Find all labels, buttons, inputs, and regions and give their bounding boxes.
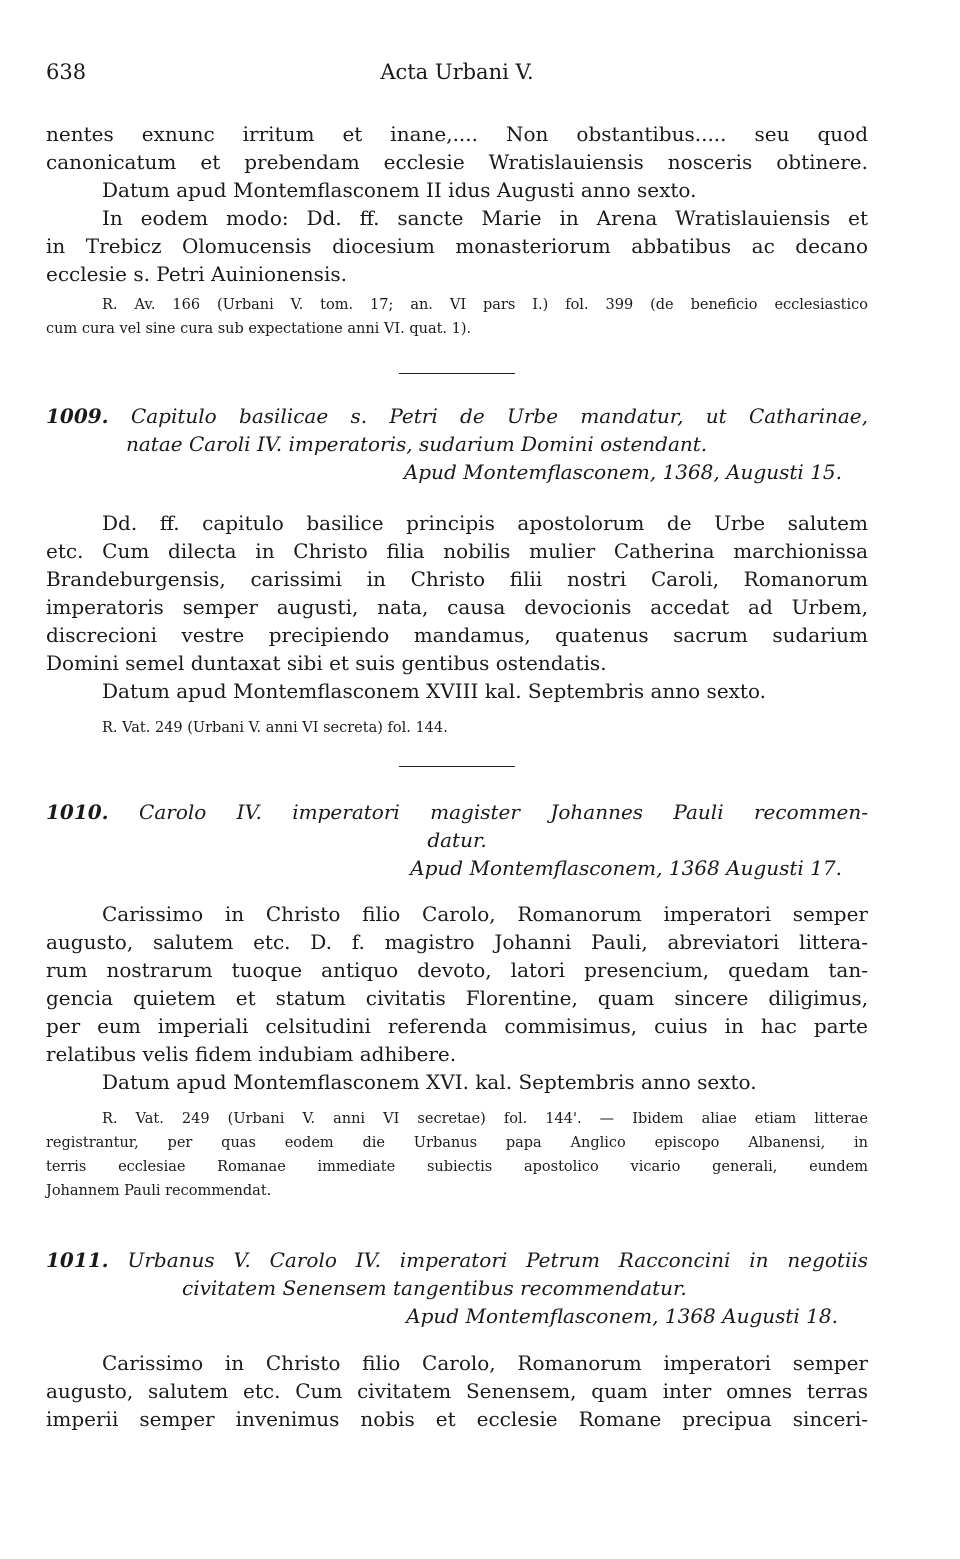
text-line: discrecioni vestre precipiendo mandamus, quatenus sacrum sudarium: [46, 623, 868, 647]
text-line: imperatoris semper augusti, nata, causa devocionis accedat ad Urbem,: [46, 595, 868, 619]
note-line: R. Vat. 249 (Urbani V. anni VI secreta) fol. 144.: [102, 720, 448, 736]
entry-title-line: [46, 402, 868, 430]
text-line: gencia quietem et statum civitatis Florentine, quam sincere diligimus,: [46, 986, 868, 1010]
text-line: nentes exnunc irritum et inane,.... Non obstantibus..... seu quod: [46, 122, 868, 146]
note-line: cum cura vel sine cura sub expectatione anni VI. quat. 1).: [46, 321, 472, 337]
entry-heading: [46, 798, 868, 882]
entry-title-line: [46, 1246, 868, 1274]
note-line: terris ecclesiae Romanae immediate subiectis apostolico vicario generali, eundem: [46, 1159, 868, 1175]
entry-place-date: Apud Montemflasconem, 1368 Augusti 17.: [410, 856, 842, 880]
section-divider: [399, 373, 515, 374]
note-line: registrantur, per quas eodem die Urbanus papa Anglico episcopo Albanensi, in: [46, 1135, 868, 1151]
text-line: In eodem modo: Dd. ff. sancte Marie in Arena Wratislauiensis et: [102, 206, 868, 230]
text-line: Datum apud Montemflasconem II idus Augusti anno sexto.: [102, 178, 697, 202]
archival-note: [46, 1107, 868, 1203]
archival-note: [46, 716, 868, 740]
text-line: imperii semper invenimus nobis et ecclesie Romane precipua sinceri-: [46, 1407, 868, 1431]
text-line: Datum apud Montemflasconem XVI. kal. Septembris anno sexto.: [102, 1070, 757, 1094]
entry-title-text: Carolo IV. imperatori magister Johannes Pauli recommen-: [139, 800, 869, 824]
entry-heading: [46, 402, 868, 486]
text-line: Carissimo in Christo filio Carolo, Romanorum imperatori semper: [102, 902, 868, 926]
section-divider: [399, 766, 515, 767]
note-line: Johannem Pauli recommendat.: [46, 1183, 272, 1199]
text-line: ecclesie s. Petri Auinionensis.: [46, 262, 347, 286]
note-line: R. Vat. 249 (Urbani V. anni VI secretae) fol. 144'. — Ibidem aliae etiam litterae: [102, 1111, 868, 1127]
text-line: Carissimo in Christo filio Carolo, Romanorum imperatori semper: [102, 1351, 868, 1375]
running-title: Acta Urbani V.: [380, 60, 534, 84]
entry-number: 1009.: [46, 404, 109, 428]
text-line: augusto, salutem etc. D. f. magistro Johanni Pauli, abreviatori littera-: [46, 930, 868, 954]
entry-number: 1011.: [46, 1248, 109, 1272]
text-line: augusto, salutem etc. Cum civitatem Senensem, quam inter omnes terras: [46, 1379, 868, 1403]
entry-number: 1010.: [46, 800, 109, 824]
text-line: rum nostrarum tuoque antiquo devoto, latori presencium, quedam tan-: [46, 958, 868, 982]
entry-title-line: [46, 798, 868, 826]
entry-body: [46, 1349, 868, 1433]
note-line: R. Av. 166 (Urbani V. tom. 17; an. VI pars I.) fol. 399 (de beneficio ecclesiastico: [102, 297, 868, 313]
entry-title-text: Capitulo basilicae s. Petri de Urbe mandatur, ut Catharinae,: [130, 404, 868, 428]
text-line: in Trebicz Olomucensis diocesium monasteriorum abbatibus ac decano: [46, 234, 868, 258]
archival-note: [46, 293, 868, 341]
entry-place-date: Apud Montemflasconem, 1368, Augusti 15.: [403, 460, 842, 484]
text-line: relatibus velis fidem indubiam adhibere.: [46, 1042, 457, 1066]
page-number: 638: [46, 60, 87, 84]
text-line: per eum imperiali celsitudini referenda commisimus, cuius in hac parte: [46, 1014, 868, 1038]
text-line: Brandeburgensis, carissimi in Christo filii nostri Caroli, Romanorum: [46, 567, 868, 591]
entry-title-line: datur.: [427, 828, 487, 852]
entry-place-date: Apud Montemflasconem, 1368 Augusti 18.: [406, 1304, 838, 1328]
entry-title-line: natae Caroli IV. imperatoris, sudarium Domini ostendant.: [126, 432, 708, 456]
text-line: Datum apud Montemflasconem XVIII kal. Septembris anno sexto.: [102, 679, 767, 703]
entry-heading: [46, 1246, 868, 1330]
entry-title-line: civitatem Senensem tangentibus recommendatur.: [182, 1276, 687, 1300]
entry-body: [46, 509, 868, 705]
text-line: Domini semel duntaxat sibi et suis gentibus ostendatis.: [46, 651, 607, 675]
text-line: Dd. ff. capitulo basilice principis apostolorum de Urbe salutem: [102, 511, 868, 535]
previous-entry-continuation: [46, 120, 868, 288]
entry-body: [46, 900, 868, 1096]
entry-title-text: Urbanus V. Carolo IV. imperatori Petrum Racconcini in negotiis: [127, 1248, 869, 1272]
text-line: canonicatum et prebendam ecclesie Wratislauiensis nosceris obtinere.: [46, 150, 868, 174]
text-line: etc. Cum dilecta in Christo filia nobilis mulier Catherina marchionissa: [46, 539, 868, 563]
page-header: [46, 60, 868, 90]
